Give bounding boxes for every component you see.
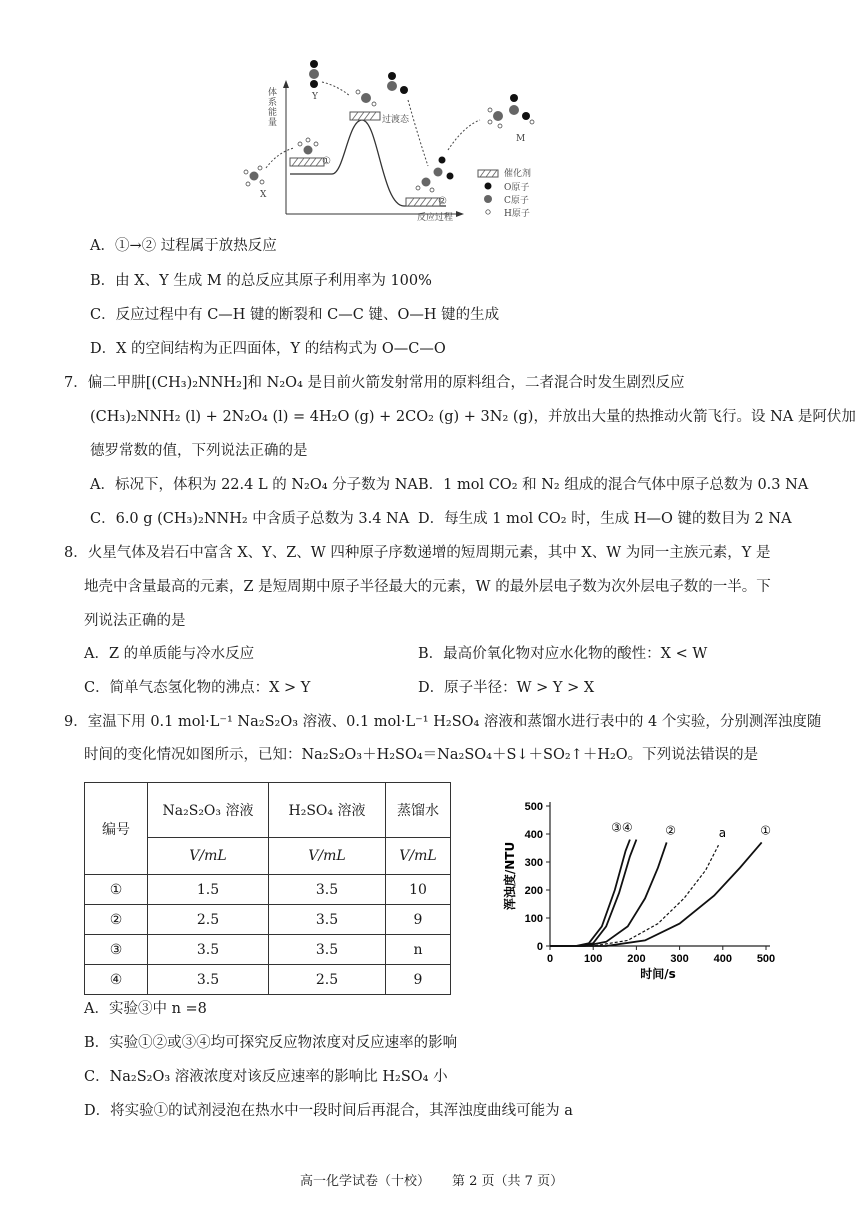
x-tick-label: 100 bbox=[584, 953, 603, 965]
legend-h-atom: H原子 bbox=[504, 209, 530, 219]
table-header-number: 编号 bbox=[85, 783, 148, 875]
q7-option-a: A．标况下，体积为 22.4 L 的 N₂O₄ 分子数为 NA bbox=[90, 477, 418, 493]
table-header-h2so4: H₂SO₄ 溶液 bbox=[269, 783, 386, 838]
q9-stem-line-2: 时间的变化情况如图所示，已知：Na₂S₂O₃＋H₂SO₄＝Na₂SO₄＋S↓＋SO₂↑＋H₂O。下列说法错误的是 bbox=[84, 747, 759, 763]
q6-option-b: B．由 X、Y 生成 M 的总反应其原子利用率为 100% bbox=[90, 273, 432, 289]
y-tick-label: 400 bbox=[524, 829, 543, 841]
table-cell: ③ bbox=[85, 935, 148, 965]
q6-option-a: A．①→② 过程属于放热反应 bbox=[90, 238, 277, 254]
y-tick-label: 500 bbox=[524, 801, 543, 813]
table-row bbox=[85, 965, 451, 995]
table-cell: 9 bbox=[386, 905, 451, 935]
table-unit: V/mL bbox=[148, 838, 269, 875]
series-label: ② bbox=[665, 823, 677, 838]
table-cell: 3.5 bbox=[269, 905, 386, 935]
y-axis-label: 浑浊度/NTU bbox=[503, 841, 517, 911]
q8-stem-line-2: 地壳中含量最高的元素，Z 是短周期中原子半径最大的元素，W 的最外层电子数为次外层电子数的一半。下 bbox=[84, 579, 771, 595]
q9-option-c: C．Na₂S₂O₃ 溶液浓度对该反应速率的影响比 H₂SO₄ 小 bbox=[84, 1069, 448, 1085]
molecule-y-label: Y bbox=[312, 92, 318, 102]
q9-stem-line-1: 9．室温下用 0.1 mol·L⁻¹ Na₂S₂O₃ 溶液、0.1 mol·L⁻¹ H₂SO₄ 溶液和蒸馏水进行表中的 4 个实验，分别测浑浊度随 bbox=[64, 714, 822, 730]
turbidity-chart bbox=[492, 790, 792, 990]
q8-option-d: D．原子半径：W > Y > X bbox=[418, 680, 595, 696]
table-row bbox=[85, 905, 451, 935]
x-tick-label: 400 bbox=[713, 953, 732, 965]
table-cell: 3.5 bbox=[148, 935, 269, 965]
table-row bbox=[85, 875, 451, 905]
q8-option-c: C．简单气态氢化物的沸点：X > Y bbox=[84, 680, 311, 696]
series-label: ① bbox=[760, 823, 772, 838]
table-cell: 2.5 bbox=[269, 965, 386, 995]
y-tick-label: 0 bbox=[536, 941, 543, 953]
series-line-0 bbox=[550, 840, 630, 946]
table-cell: ① bbox=[85, 875, 148, 905]
table-cell: 3.5 bbox=[269, 935, 386, 965]
q7-option-b: B．1 mol CO₂ 和 N₂ 组成的混合气体中原子总数为 0.3 NA bbox=[418, 477, 809, 493]
q7-option-c: C．6.0 g (CH₃)₂NNH₂ 中含质子总数为 3.4 NA bbox=[90, 511, 410, 527]
series-label: a bbox=[718, 826, 727, 841]
y-tick-label: 200 bbox=[524, 885, 543, 897]
table-cell: 9 bbox=[386, 965, 451, 995]
molecule-m-label: M bbox=[516, 134, 526, 144]
table-cell: ④ bbox=[85, 965, 148, 995]
table-unit: V/mL bbox=[386, 838, 451, 875]
footer-exam-title: 高一化学试卷（十校） bbox=[300, 1174, 431, 1189]
q8-option-b: B．最高价氧化物对应水化物的酸性：X < W bbox=[418, 646, 708, 662]
table-cell: 1.5 bbox=[148, 875, 269, 905]
table-cell: 10 bbox=[386, 875, 451, 905]
table-cell: 3.5 bbox=[269, 875, 386, 905]
q7-stem-line-2: (CH₃)₂NNH₂ (l) + 2N₂O₄ (l) = 4H₂O (g) + 2CO₂ (g) + 3N₂ (g)，并放出大量的热推动火箭飞行。设 NA 是阿伏加 bbox=[90, 409, 856, 425]
q8-stem-line-1: 8．火星气体及岩石中富含 X、Y、Z、W 四种原子序数递增的短周期元素，其中 X、W 为同一主族元素，Y 是 bbox=[64, 545, 771, 561]
table-header-na2s2o3: Na₂S₂O₃ 溶液 bbox=[148, 783, 269, 838]
state-1-label: ① bbox=[322, 156, 331, 167]
legend-c-atom: C原子 bbox=[504, 196, 529, 206]
y-tick-label: 300 bbox=[524, 857, 543, 869]
q9-option-d: D．将实验①的试剂浸泡在热水中一段时间后再混合，其浑浊度曲线可能为 a bbox=[84, 1103, 573, 1119]
q8-stem-line-3: 列说法正确的是 bbox=[84, 613, 186, 629]
x-tick-label: 300 bbox=[670, 953, 689, 965]
q6-option-c: C．反应过程中有 C—H 键的断裂和 C—C 键、O—H 键的生成 bbox=[90, 307, 500, 323]
x-tick-label: 200 bbox=[627, 953, 646, 965]
transition-state-label: 过渡态 bbox=[382, 115, 410, 125]
x-tick-label: 0 bbox=[546, 953, 554, 965]
table-header-water: 蒸馏水 bbox=[386, 783, 451, 838]
state-2-label: ② bbox=[438, 196, 447, 207]
axis-y-label: 体系能量 bbox=[268, 88, 278, 128]
table-cell: n bbox=[386, 935, 451, 965]
table-cell: 3.5 bbox=[148, 965, 269, 995]
molecule-x-label: X bbox=[260, 190, 267, 200]
table-row bbox=[85, 935, 451, 965]
table-cell: ② bbox=[85, 905, 148, 935]
axis-x-label: 反应过程 bbox=[417, 213, 454, 223]
x-tick-label: 500 bbox=[756, 953, 776, 965]
legend-catalyst: 催化剂 bbox=[504, 169, 532, 179]
series-line-2 bbox=[550, 842, 667, 946]
q8-option-a: A．Z 的单质能与冷水反应 bbox=[84, 646, 255, 662]
q7-option-d: D．每生成 1 mol CO₂ 时，生成 H—O 键的数目为 2 NA bbox=[418, 511, 792, 527]
q6-option-d: D．X 的空间结构为正四面体，Y 的结构式为 O—C—O bbox=[90, 341, 446, 357]
q7-stem-line-3: 德罗常数的值，下列说法正确的是 bbox=[90, 443, 308, 459]
series-line-3 bbox=[550, 845, 718, 946]
experiment-table bbox=[84, 782, 451, 995]
q9-option-a: A．实验③中 n =8 bbox=[84, 1001, 207, 1017]
footer-page-number: 第 2 页（共 7 页） bbox=[452, 1174, 564, 1189]
series-line-4 bbox=[550, 842, 762, 946]
legend-o-atom: O原子 bbox=[504, 183, 530, 193]
table-cell: 2.5 bbox=[148, 905, 269, 935]
y-tick-label: 100 bbox=[524, 913, 543, 925]
series-label: ③④ bbox=[611, 820, 633, 835]
q7-stem-line-1: 7．偏二甲肼[(CH₃)₂NNH₂]和 N₂O₄ 是目前火箭发射常用的原料组合，二者混合时发生剧烈反应 bbox=[64, 375, 685, 391]
q9-option-b: B．实验①②或③④均可探究反应物浓度对反应速率的影响 bbox=[84, 1035, 458, 1051]
x-axis-label: 时间/s bbox=[640, 967, 676, 981]
table-unit: V/mL bbox=[269, 838, 386, 875]
